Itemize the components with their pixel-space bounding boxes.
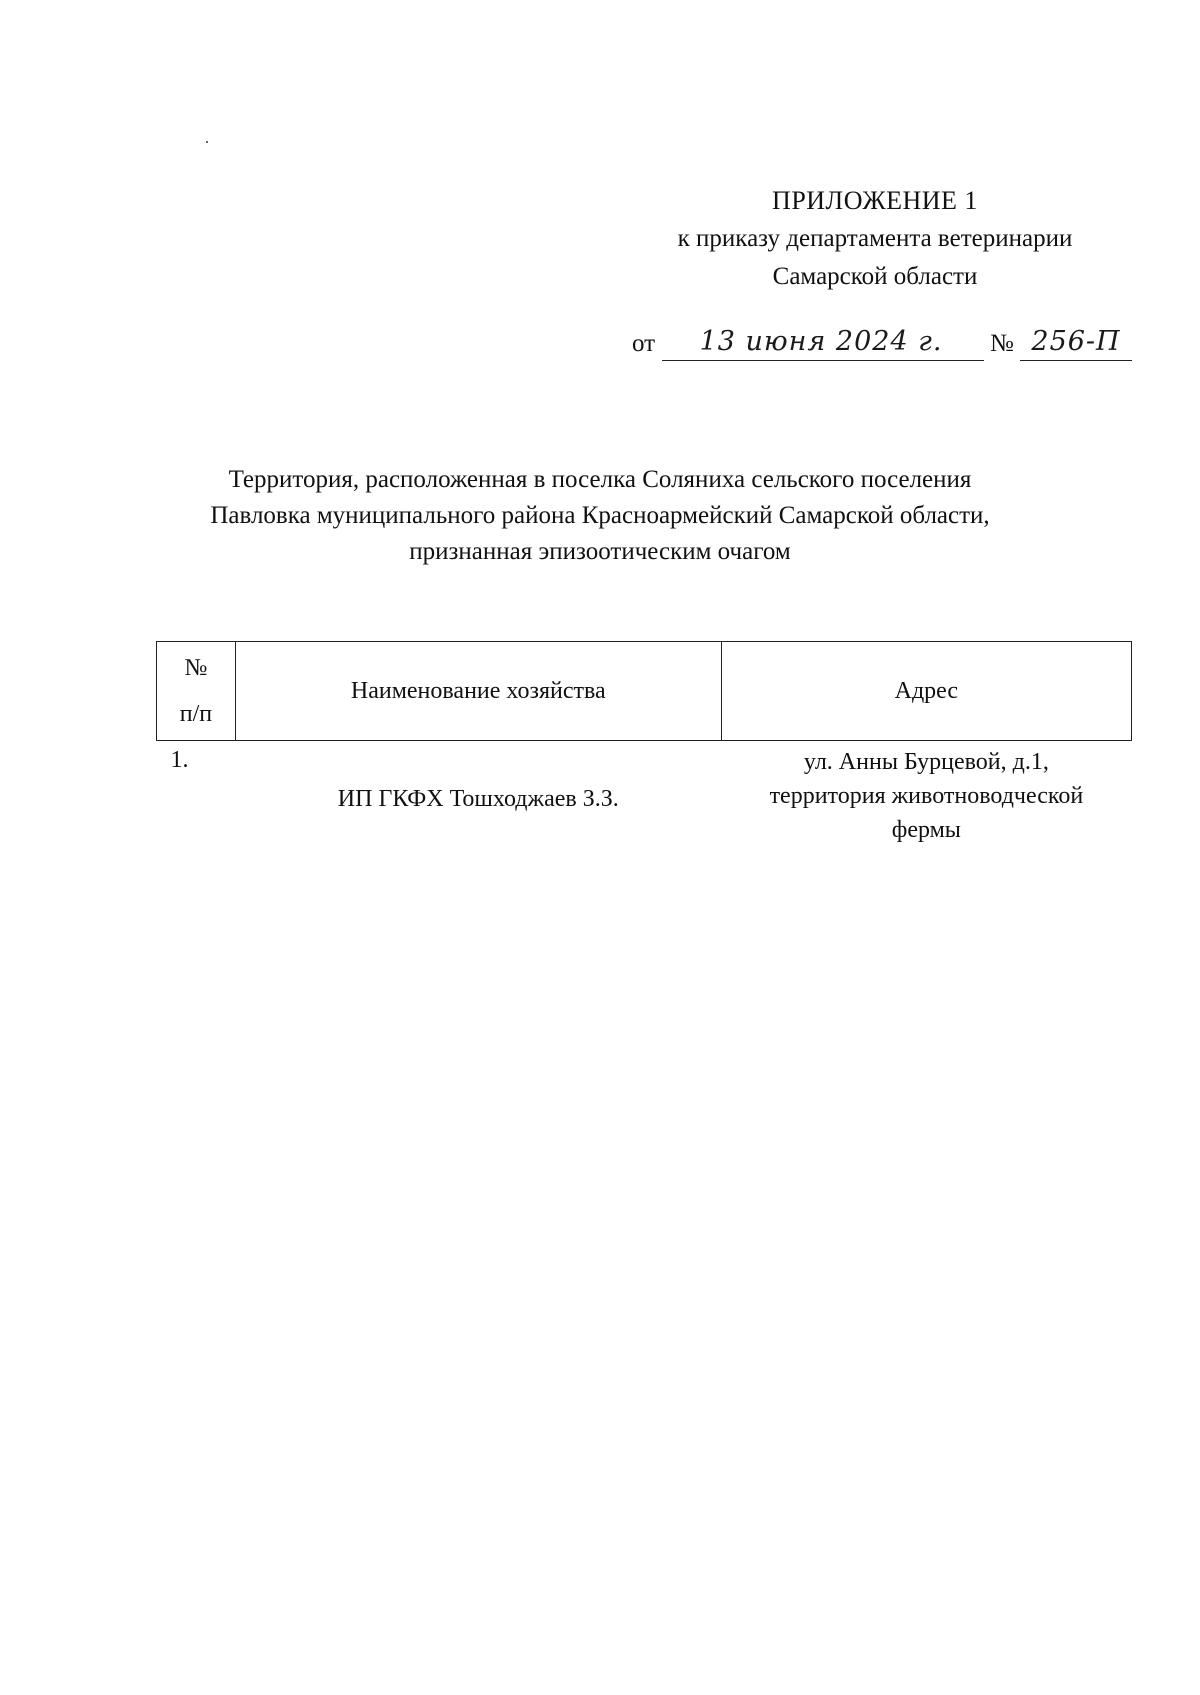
row-address-cell xyxy=(721,741,1131,852)
order-date-label: от xyxy=(632,330,656,357)
scan-speck xyxy=(206,141,208,143)
address-line: фермы xyxy=(891,817,961,843)
header-farm-name-cell: Наименование хозяйства xyxy=(235,642,721,741)
header-number-cell xyxy=(157,642,236,741)
table-header-row xyxy=(157,642,1132,741)
order-number-handwritten: 256-П xyxy=(1031,326,1121,357)
order-number-label: № xyxy=(990,330,1014,357)
header-number-abbrev: п/п xyxy=(179,701,213,727)
address-line: ул. Анны Бурцевой, д.1, xyxy=(803,749,1049,775)
appendix-header xyxy=(610,182,1140,296)
row-farm-name-cell: ИП ГКФХ Тошходжаев З.З. xyxy=(337,786,619,812)
row-number-cell: 1. xyxy=(170,747,189,773)
document-title-line3: признанная эпизоотическим очагом xyxy=(409,538,791,565)
appendix-subtitle-line1: к приказу департамента ветеринарии xyxy=(677,225,1073,252)
farms-table xyxy=(156,641,1132,851)
header-address-cell: Адрес xyxy=(721,642,1131,741)
header-number-sign: № xyxy=(184,655,208,681)
order-date-underline xyxy=(662,360,984,361)
appendix-subtitle-line2: Самарской области xyxy=(772,263,978,290)
document-title-line1: Территория, расположенная в поселка Соляниха сельского поселения xyxy=(228,466,972,493)
order-date-handwritten: 13 июня 2024 г. xyxy=(699,326,943,357)
order-reference-line xyxy=(632,326,1152,366)
document-title-line2: Павловка муниципального района Красноармейский Самарской области, xyxy=(210,502,990,529)
document-title xyxy=(120,462,1080,570)
appendix-title: ПРИЛОЖЕНИЕ 1 xyxy=(772,186,978,215)
table-row xyxy=(157,741,1132,852)
address-line: территория животноводческой xyxy=(769,783,1084,809)
order-number-underline xyxy=(1020,360,1132,361)
